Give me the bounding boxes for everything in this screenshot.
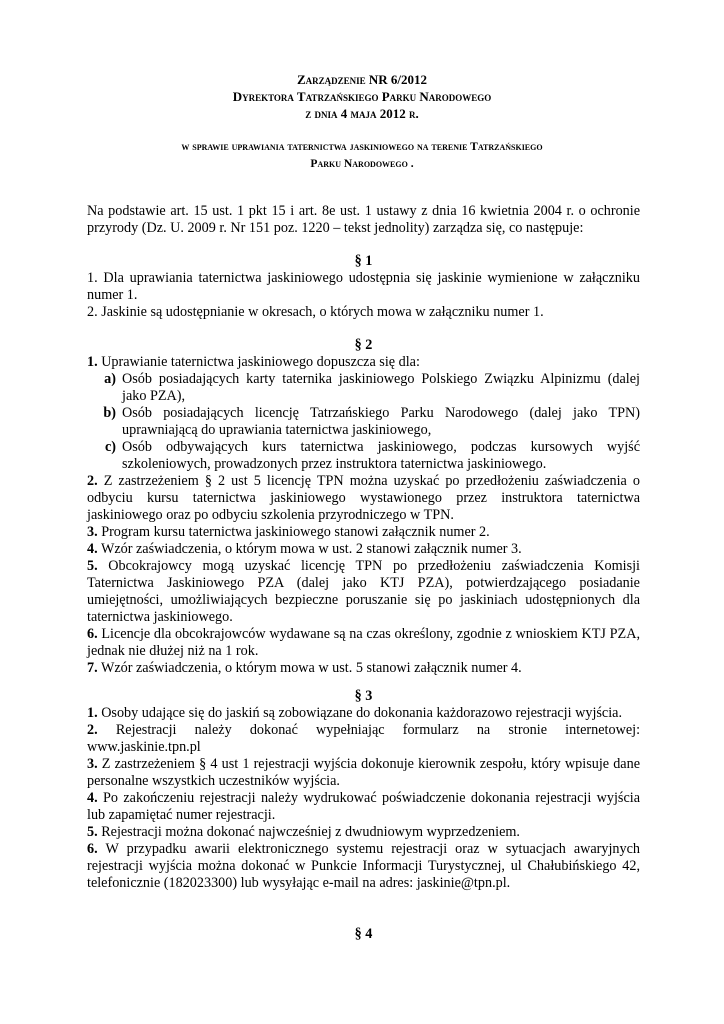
section-3-item-1: [87, 705, 640, 722]
item-text: Po zakończeniu rejestracji należy wydrukować poświadczenie dokonania rejestracji wyjścia lub zapamiętać numer rejestracji.: [87, 790, 640, 823]
section-2-item-4: [87, 541, 640, 558]
section-2: [87, 337, 640, 677]
subject-line-1: w sprawie uprawiania taternictwa jaskiniowego na terenie Tatrzańskiego: [181, 140, 543, 153]
section-2-item-6: [87, 626, 640, 660]
section-3-item-3: [87, 756, 640, 790]
sub-text: Osób posiadających licencję Tatrzańskiego Parku Narodowego (dalej jako TPN) uprawniającą do uprawiania taternictwa jaskiniowego,: [122, 405, 640, 438]
intro-text: Na podstawie art. 15 ust. 1 pkt 15 i art. 8e ust. 1 ustawy z dnia 16 kwietnia 2004 r. o ochronie przyrody (Dz. U. 2009 r. Nr 151 poz. 1220 – tekst jednolity) zarządza się, co następuje:: [87, 203, 640, 236]
item-text: Rejestracji należy dokonać wypełniając formularz na stronie internetowej: www.jaskinie.tpn.pl: [87, 722, 641, 755]
section-2-sub-b: [87, 405, 640, 439]
item-number: 1.: [87, 705, 98, 721]
section-3-item-6: [87, 841, 640, 892]
header-title: Zarządzenie NR 6/2012: [296, 72, 428, 87]
sub-text: Osób odbywających kurs taternictwa jaskiniowego, podczas kursowych wyjść szkoleniowych, prowadzonych przez instruktora taternictwa jaskiniowego.: [122, 439, 640, 472]
item-text: Rejestracji można dokonać najwcześniej z dwudniowym wyprzedzeniem.: [101, 824, 520, 840]
section-1: [87, 253, 640, 321]
item-number: 7.: [87, 660, 98, 676]
sub-label: c): [104, 439, 116, 455]
section-3-item-4: [87, 790, 640, 824]
item-number: 4.: [87, 541, 98, 557]
item-text: W przypadku awarii elektronicznego systemu rejestracji oraz w sytuacjach awaryjnych rejestracji wyjścia można dokonać w Punkcie Informacji Turystycznej, ul Chałubińskiego 42, telefonicznie (182023300) lub wysyłając e-mail na adres: jaskinie@tpn.pl.: [87, 841, 641, 891]
section-2-item-3: [87, 524, 640, 541]
header-date: z dnia 4 maja 2012 r.: [305, 106, 419, 121]
header-issuer: Dyrektora Tatrzańskiego Parku Narodowego: [232, 89, 492, 104]
section-1-item-2: 2. Jaskinie są udostępnianie w okresach, o których mowa w załączniku numer 1.: [87, 304, 544, 320]
sub-label: a): [104, 371, 116, 387]
item-number: 1.: [87, 354, 98, 370]
sub-label: b): [103, 405, 116, 421]
document-subject: [0, 138, 724, 172]
item-number: 3.: [87, 756, 98, 772]
section-2-title: § 2: [354, 337, 373, 353]
section-2-item-7: [87, 660, 640, 677]
section-2-sub-a: [87, 371, 640, 405]
item-number: 2.: [87, 473, 98, 489]
item-number: 6.: [87, 841, 98, 857]
item-number: 2.: [87, 722, 98, 738]
item-text: Uprawianie taternictwa jaskiniowego dopuszcza się dla:: [101, 354, 420, 370]
section-3: [87, 688, 640, 892]
item-number: 6.: [87, 626, 98, 642]
section-1-item-1: 1. Dla uprawiania taternictwa jaskiniowego udostępnia się jaskinie wymienione w załączniku numer 1.: [87, 270, 640, 303]
document-header: [0, 71, 724, 122]
section-2-item-1: [87, 354, 640, 371]
section-3-title: § 3: [354, 688, 373, 704]
item-text: Program kursu taternictwa jaskiniowego stanowi załącznik numer 2.: [101, 524, 490, 540]
item-number: 4.: [87, 790, 98, 806]
section-1-title: § 1: [354, 253, 373, 269]
item-text: Wzór zaświadczenia, o którym mowa w ust. 2 stanowi załącznik numer 3.: [100, 541, 522, 557]
section-2-sub-c: [87, 439, 640, 473]
item-number: 5.: [87, 824, 98, 840]
subject-line-2: Parku Narodowego .: [310, 157, 414, 170]
item-text: Licencje dla obcokrajowców wydawane są na czas określony, zgodnie z wnioskiem KTJ PZA, jednak nie dłużej niż na 1 rok.: [87, 626, 640, 659]
section-3-item-5: [87, 824, 640, 841]
item-number: 3.: [87, 524, 98, 540]
section-4: [87, 926, 640, 943]
section-2-item-5: [87, 558, 640, 626]
item-number: 5.: [87, 558, 98, 574]
intro-paragraph: [87, 203, 640, 237]
item-text: Osoby udające się do jaskiń są zobowiązane do dokonania każdorazowo rejestracji wyjścia.: [101, 705, 622, 721]
item-text: Z zastrzeżeniem § 2 ust 5 licencję TPN można uzyskać po przedłożeniu zaświadczenia o odbyciu kursu taternictwa jaskiniowego wystawionego przez instruktora taternictwa jaskiniowego oraz po odbyciu szkolenia przyrodniczego w TPN.: [87, 473, 640, 523]
section-3-item-2: [87, 722, 640, 756]
item-text: Wzór zaświadczenia, o którym mowa w ust. 5 stanowi załącznik numer 4.: [100, 660, 522, 676]
section-2-item-2: [87, 473, 640, 524]
item-text: Obcokrajowcy mogą uzyskać licencję TPN po przedłożeniu zaświadczenia Komisji Taternictwa Jaskiniowego PZA (dalej jako KTJ PZA), potwierdzającego posiadanie umiejętności, umożliwiających bezpieczne poruszanie się po jaskiniach udostępnionych dla taternictwa jaskiniowego.: [87, 558, 640, 625]
section-4-title: § 4: [354, 926, 373, 942]
item-text: Z zastrzeżeniem § 4 ust 1 rejestracji wyjścia dokonuje kierownik zespołu, który wpisuje dane personalne wszystkich uczestników wyjścia.: [87, 756, 640, 789]
sub-text: Osób posiadających karty taternika jaskiniowego Polskiego Związku Alpinizmu (dalej jako PZA),: [122, 371, 640, 404]
